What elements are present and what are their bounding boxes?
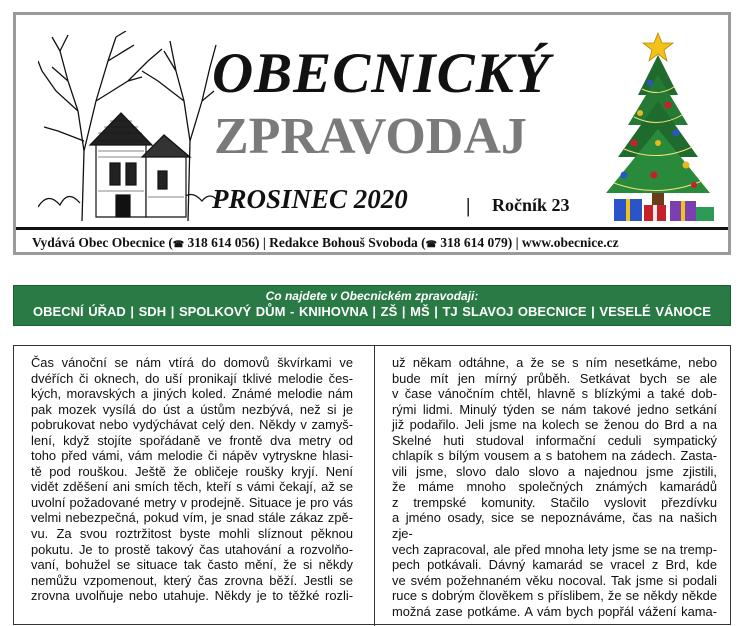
contents-sections: OBECNÍ ÚŘAD | SDH | SPOLKOVÝ DŮM - KNIHOVNA | ZŠ | MŠ | TJ SLAVOJ OBECNICE | VESELÉ VÁNOCE — [33, 304, 711, 319]
article-line: pech potkávali. Dávný kamarád se vracel z Brd, kde — [392, 557, 717, 573]
column-divider — [374, 346, 375, 626]
article-column-right — [392, 355, 717, 619]
contents-heading: Co najdete v Obecnickém zpravodaji: — [265, 289, 479, 303]
article-line: Skelné huti studoval informační ceduli sympatický — [392, 432, 717, 448]
article-line: chlapík s bílým vousem a s batohem na zádech. Zasta- — [392, 448, 717, 464]
volume-label: Ročník 23 — [492, 195, 570, 215]
article-line: možná zase potkáme. A vám bych popřál vážení kama- — [392, 603, 717, 619]
article-line: ve svém požehnaném věku nocoval. Tak jsme si podali — [392, 572, 717, 588]
article-box — [13, 345, 731, 625]
article-line: že máme mnoho společných známých kamarádů — [392, 479, 717, 495]
editor-phone: 318 614 079) | www.obecnice.cz — [436, 235, 619, 250]
article-line: nemůžu vzpomenout, který čas zrovna běží. Jestli se — [31, 572, 353, 588]
article-line: už někam odtáhne, a že se s ním nesetkáme, nebo — [392, 355, 717, 370]
article-line: a jméno osady, sice se nepoznáváme, čas na našich zje- — [392, 510, 717, 542]
article-line: vu. Za svou roztržitost byste mohli slíznout pěknou — [31, 526, 353, 542]
masthead-title-line1: OBECNICKÝ — [212, 42, 551, 105]
article-line: pokutu. Je to prostě takový čas utahování a rozvolňo- — [31, 541, 353, 557]
article-line: vili jsme, slovo dalo slovo a najednou jsme zjistili, — [392, 463, 717, 479]
article-line: uvolní požadované metry v prodejně. Situace je pro vás — [31, 494, 353, 510]
phone-icon: ☎ — [172, 239, 185, 249]
article-line: vidět zděšení ani smích těch, kteří s vámi čekají, až se — [31, 479, 353, 495]
article-line: ruce s dobrým člověkem s příslibem, že se někdy někde — [392, 588, 717, 604]
article-line: již podařilo. Jeli jsme na kolech se ženou do Brd a na — [392, 417, 717, 433]
masthead — [13, 12, 731, 255]
article-line: v čase vánočním chtěl, hlavně s blízkými a také dob- — [392, 386, 717, 402]
article-line: pak mozek vysílá do úst a ústům nezbývá, než si je — [31, 401, 353, 417]
article-line: velmi nebezpečná, pokud vím, je snad stále zákaz zpě- — [31, 510, 353, 526]
article-line: lení, když stojíte spořádaně ve frontě dva metry od — [31, 432, 353, 448]
masthead-title-line2: ZPRAVODAJ — [214, 108, 527, 165]
article-line: vech zapracoval, ale před mnoha lety jsme se na tremp- — [392, 541, 717, 557]
issue-separator: | — [466, 195, 471, 217]
issue-label: PROSINEC 2020 — [212, 184, 408, 214]
article-line: bude mít jen mírný průběh. Setkávat bych se ale — [392, 370, 717, 386]
article-line: dvéřích či oknech, do uší pronikají tklivé melodie čes- — [31, 370, 353, 386]
article-line: kých, moravských a jiných koled. Známé melodie nám — [31, 386, 353, 402]
masthead-rule — [16, 227, 728, 230]
article-line: zrovna uvolňuje nebo utahuje. Někdy je to těžké rozli- — [31, 588, 353, 604]
article-line: pobrukovat nebo vydýchávat celý den. Někdy v zamyš- — [31, 417, 353, 433]
publisher-phone: 318 614 056) | Redakce Bohouš Svoboda ( — [184, 235, 426, 250]
phone-icon: ☎ — [425, 239, 437, 249]
article-line: rými lidmi. Minulý týden se nám takové jedno setkání — [392, 401, 717, 417]
article-line: Čas vánoční se nám vtírá do domovů škvírkami ve — [31, 355, 353, 370]
publisher-info — [32, 235, 619, 251]
contents-bar — [13, 285, 731, 326]
church-image — [38, 31, 218, 221]
article-line: vaní, bohužel se situace tak často mění, že si někdy — [31, 557, 353, 573]
publisher-text: Vydává Obec Obecnice ( — [32, 235, 173, 250]
article-line: z trempské komunity. Stačilo vyslovit přezdívku — [392, 494, 717, 510]
article-line: tě pod rouškou. Ještě že obličeje roušky kryjí. Není — [31, 463, 353, 479]
article-line: toho před vámi, vám melodie či nápěv vytryskne hlasi- — [31, 448, 353, 464]
christmas-tree-image — [594, 25, 722, 225]
article-column-left — [31, 355, 353, 604]
